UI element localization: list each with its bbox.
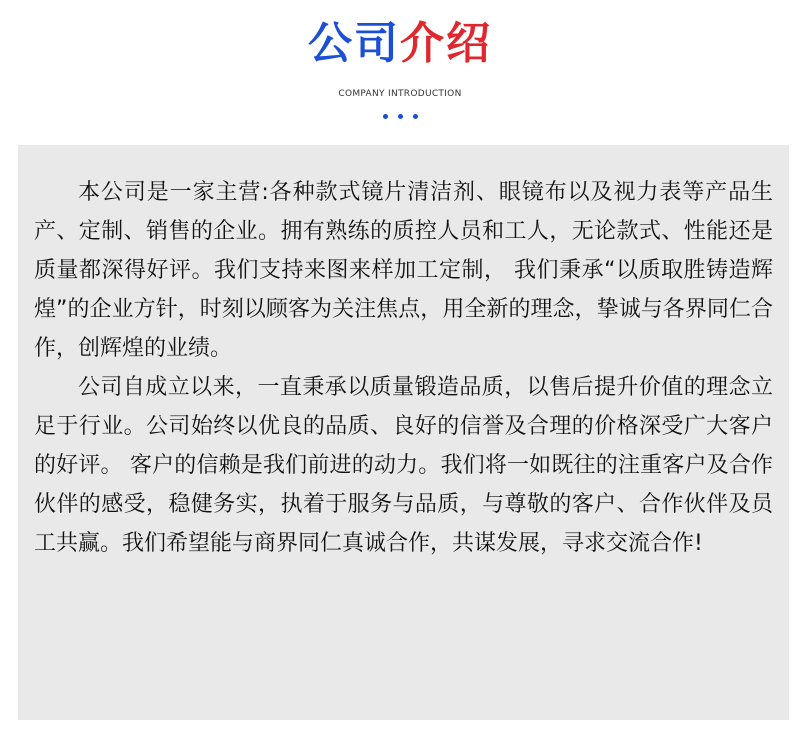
dot-icon [383, 114, 388, 119]
decorative-dots [0, 114, 800, 119]
dot-icon [413, 114, 418, 119]
dot-icon [398, 114, 403, 119]
page-subtitle: COMPANY INTRODUCTION [338, 89, 462, 99]
section-header [0, 0, 800, 145]
title-part-red: 介绍 [400, 18, 492, 69]
intro-content-box [18, 145, 789, 720]
page-title [0, 14, 800, 74]
intro-paragraph-2: 公司自成立以来，一直秉承以质量锻造品质，以售后提升价值的理念立足于行业。公司始终以优良的品质、良好的信誉及合理的价格深受广大客户的好评。 客户的信赖是我们前进的动力。我们将一如既往的注重客户及合作伙伴的感受，稳健务实，执着于服务与品质，与尊敬的客户、合作伙伴及员工共赢。我们希望能与商界同仁真诚合作，共谋发展，寻求交流合作! [34, 375, 773, 556]
title-part-blue: 公司 [308, 18, 400, 69]
intro-paragraph-1: 本公司是一家主营:各种款式镜片清洁剂、眼镜布以及视力表等产品生产、定制、销售的企业。拥有熟练的质控人员和工人，无论款式、性能还是质量都深得好评。我们支持来图来样加工定制， 我们秉承“以质取胜铸造辉煌”的企业方针，时刻以顾客为关注焦点，用全新的理念，挚诚与各界同仁合作，创辉煌的业绩。 [34, 180, 773, 361]
